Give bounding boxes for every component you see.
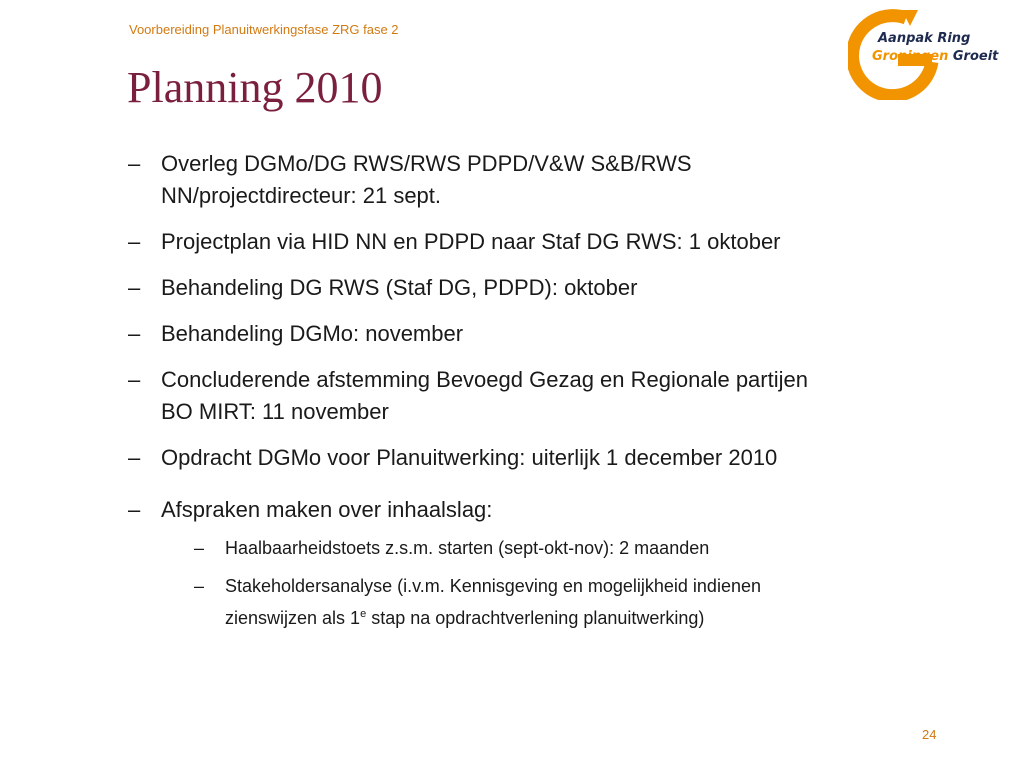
header-subtitle: Voorbereiding Planuitwerkingsfase ZRG fase 2 — [129, 22, 399, 37]
bullet-dash: – — [128, 445, 141, 470]
bullet-text: Afspraken maken over inhaalslag: — [161, 497, 493, 522]
bullet-item — [128, 442, 928, 474]
bullet-item — [128, 494, 928, 526]
bullet-dash: – — [128, 497, 141, 522]
subbullet-item — [194, 534, 928, 562]
superscript: e — [360, 608, 367, 620]
bullet-text: Projectplan via HID NN en PDPD naar Staf DG RWS: 1 oktober — [161, 229, 781, 254]
subbullet-text: Haalbaarheidstoets z.s.m. starten (sept-okt-nov): 2 maanden — [225, 538, 710, 558]
bullet-line: NN/projectdirecteur: 21 sept. — [161, 183, 442, 208]
bullet-item — [128, 226, 928, 258]
slide-title: Planning 2010 — [127, 63, 383, 112]
bullet-text — [161, 364, 808, 428]
bullet-item — [128, 148, 928, 212]
bullet-line: Overleg DGMo/DG RWS/RWS PDPD/V&W S&B/RWS — [161, 151, 692, 176]
subbullet-line: stap na opdrachtverlening planuitwerking) — [366, 608, 705, 628]
subbullet-line: zienswijzen als 1 — [225, 608, 361, 628]
logo-line1: Aanpak Ring — [878, 31, 971, 46]
bullet-item — [128, 272, 928, 304]
bullet-dash: – — [128, 321, 141, 346]
svg-text:Groningen Groeit — [872, 49, 999, 64]
logo-line2-a: Groningen — [872, 49, 949, 64]
bullet-item — [128, 318, 928, 350]
bullet-list — [128, 148, 928, 642]
subbullet-list — [128, 534, 928, 632]
bullet-text: Opdracht DGMo voor Planuitwerking: uiterlijk 1 december 2010 — [161, 445, 778, 470]
subbullet-dash: – — [194, 538, 205, 558]
subbullet-dash: – — [194, 576, 205, 596]
bullet-text — [161, 148, 692, 212]
subbullet-item — [194, 572, 928, 632]
page-number: 24 — [922, 727, 937, 742]
bullet-item — [128, 364, 928, 428]
bullet-dash: – — [128, 229, 141, 254]
subbullet-container — [128, 534, 928, 632]
bullet-dash: – — [128, 367, 141, 392]
bullet-text: Behandeling DG RWS (Staf DG, PDPD): oktober — [161, 275, 638, 300]
bullet-dash: – — [128, 151, 141, 176]
bullet-line: Concluderende afstemming Bevoegd Gezag en Regionale partijen — [161, 367, 808, 392]
logo-line2-b: Groeit — [952, 49, 999, 64]
logo — [848, 4, 1020, 100]
subbullet-line: Stakeholdersanalyse (i.v.m. Kennisgeving en mogelijkheid indienen — [225, 576, 761, 596]
bullet-text: Behandeling DGMo: november — [161, 321, 464, 346]
subbullet-text — [225, 572, 761, 632]
bullet-line: BO MIRT: 11 november — [161, 399, 389, 424]
bullet-dash: – — [128, 275, 141, 300]
